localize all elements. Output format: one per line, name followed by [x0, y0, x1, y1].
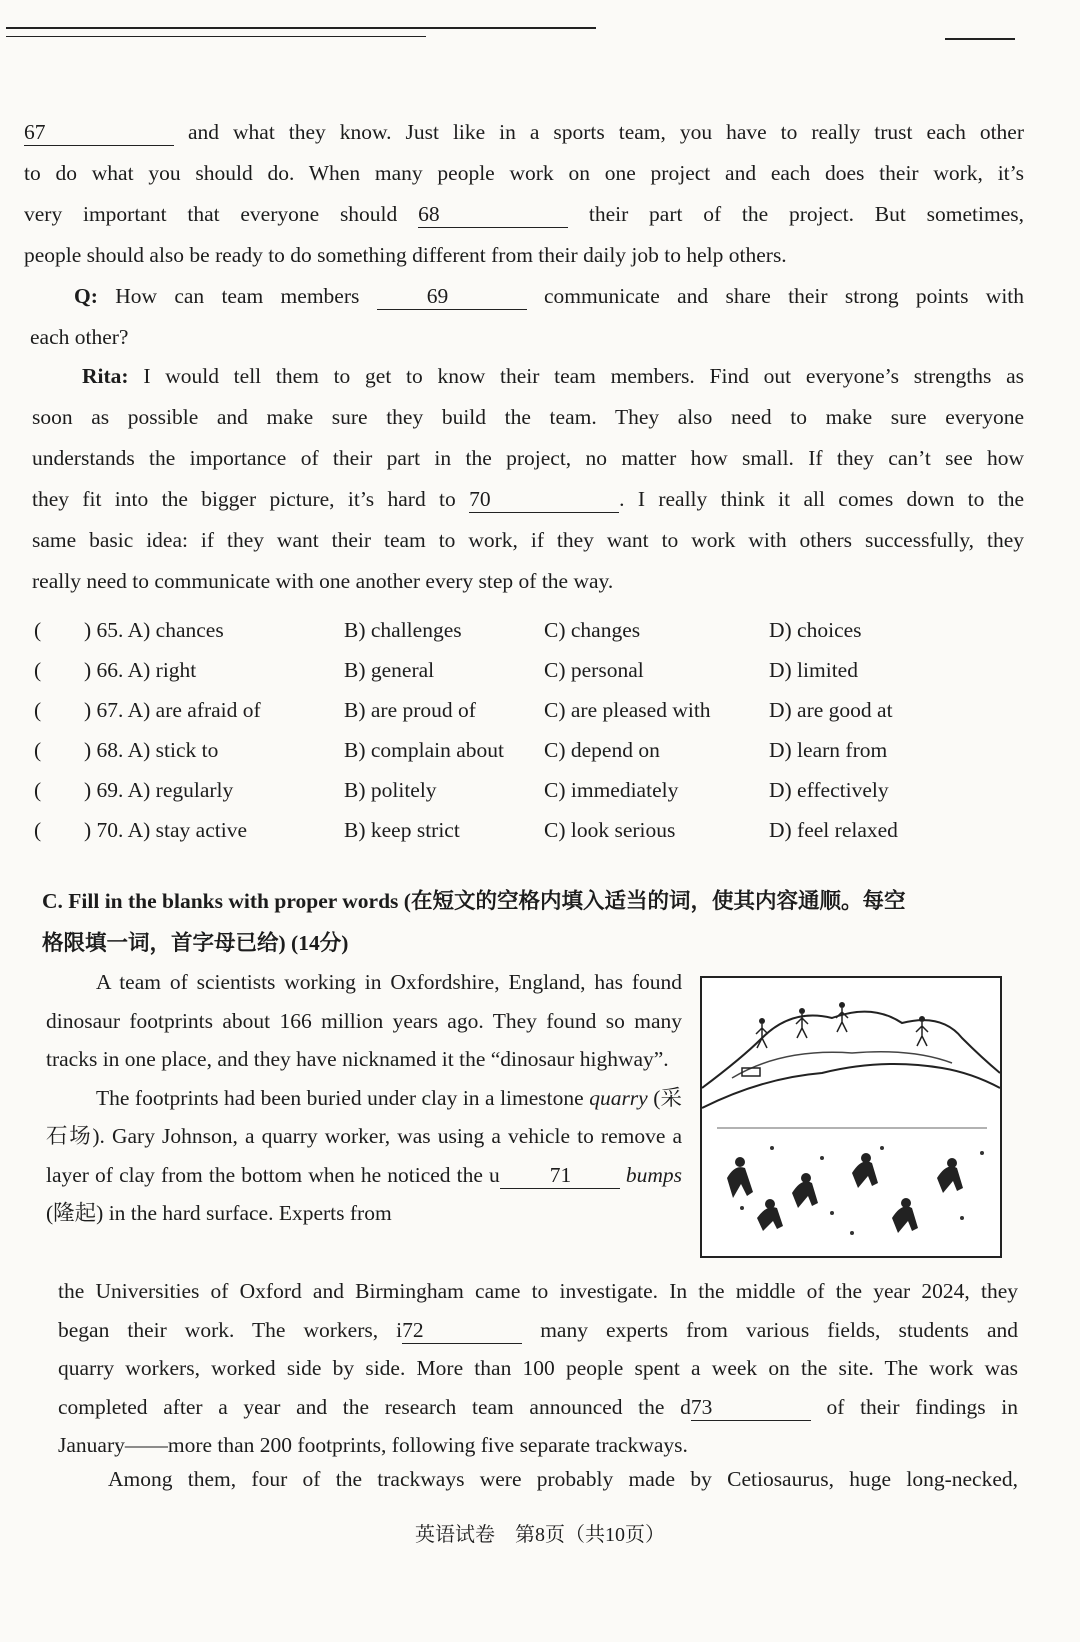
- page-footer: 英语试卷 第8页（共10页）: [415, 1524, 665, 1546]
- quarry-scene-drawing: [702, 978, 1000, 1256]
- blank-73: 73: [691, 1394, 811, 1421]
- option-row: ( ) 67. A) are afraid of B) are proud of C) are pleased with D) are good at: [34, 698, 893, 722]
- section-c-heading: C. Fill in the blanks with proper words (在短文的空格内填入适当的词，使其内容通顺。每空 格限填一词，首字母已给) (14分): [42, 889, 906, 955]
- passage-left-column: A team of scientists working in Oxfordshire, England, has found dinosaur footprints about 166 million years ago. They found so many tracks in one place, and they have nicknamed it the “dinosaur highway”. The footprints had been buried under clay in a limestone quarry (采石场). Gary Johnson, a quarry worker, was using a vehicle to remove a layer of clay from the bottom when he noticed the u 71 bumps (隆起) in the hard surface. Experts from: [46, 970, 683, 1225]
- blank-68: 68: [418, 201, 568, 228]
- option-row: ( ) 68. A) stick to B) complain about C) depend on D) learn from: [34, 738, 888, 762]
- blank-72: 72: [402, 1317, 522, 1344]
- top-rule-right: [945, 38, 1015, 40]
- option-row: ( ) 70. A) stay active B) keep strict C) look serious D) feel relaxed: [34, 818, 898, 842]
- passage-continuation: the Universities of Oxford and Birmingham came to investigate. In the middle of the year 2024, they began their work. The workers, i72 many experts from various fields, students and quarry workers, worked side by side. More than 100 people spent a week on the site. The work was completed after a year and the research team announced the d73 of their findings in January——more than 200 footprints, following five separate trackways.: [58, 1279, 1019, 1457]
- option-row: ( ) 65. A) chances B) challenges C) changes D) choices: [34, 618, 862, 642]
- blank-69: 69: [377, 283, 527, 310]
- blank-71: 71: [500, 1162, 620, 1189]
- rita-answer: Rita: I would tell them to get to know their team members. Find out everyone’s strengths as soon as possible and make sure they build the team. They also need to make sure everyone understands the importance of their part in the project, no matter how small. If they can’t see how they fit into the bigger picture, it’s hard to 70 . I really think it all comes down to the same basic idea: if they want their team to work, if they want to work with others successfully, they really need to communicate with one another every step of the way.: [32, 364, 1025, 593]
- intro-paragraph: 67 and what they know. Just like in a sports team, you have to really trust each other to do what you should do. When many people work on one project and each does their work, it’s very important that everyone should 68 their part of the project. But sometimes, people should also be ready to do something different from their daily job to help others.: [24, 120, 1025, 267]
- top-rule: [6, 27, 596, 29]
- answer-options: [34, 618, 1014, 858]
- option-row: ( ) 66. A) right B) general C) personal D) limited: [34, 658, 858, 682]
- quarry-illustration: [700, 976, 1002, 1258]
- top-rule-thin: [6, 36, 426, 37]
- blank-70: 70: [469, 486, 619, 513]
- question: Q: How can team members 69 communicate and share their strong points with each other?: [30, 284, 1025, 349]
- passage-last-line: Among them, four of the trackways were probably made by Cetiosaurus, huge long-necked,: [108, 1467, 1018, 1491]
- blank-67: 67: [24, 119, 174, 146]
- option-row: ( ) 69. A) regularly B) politely C) immediately D) effectively: [34, 778, 889, 802]
